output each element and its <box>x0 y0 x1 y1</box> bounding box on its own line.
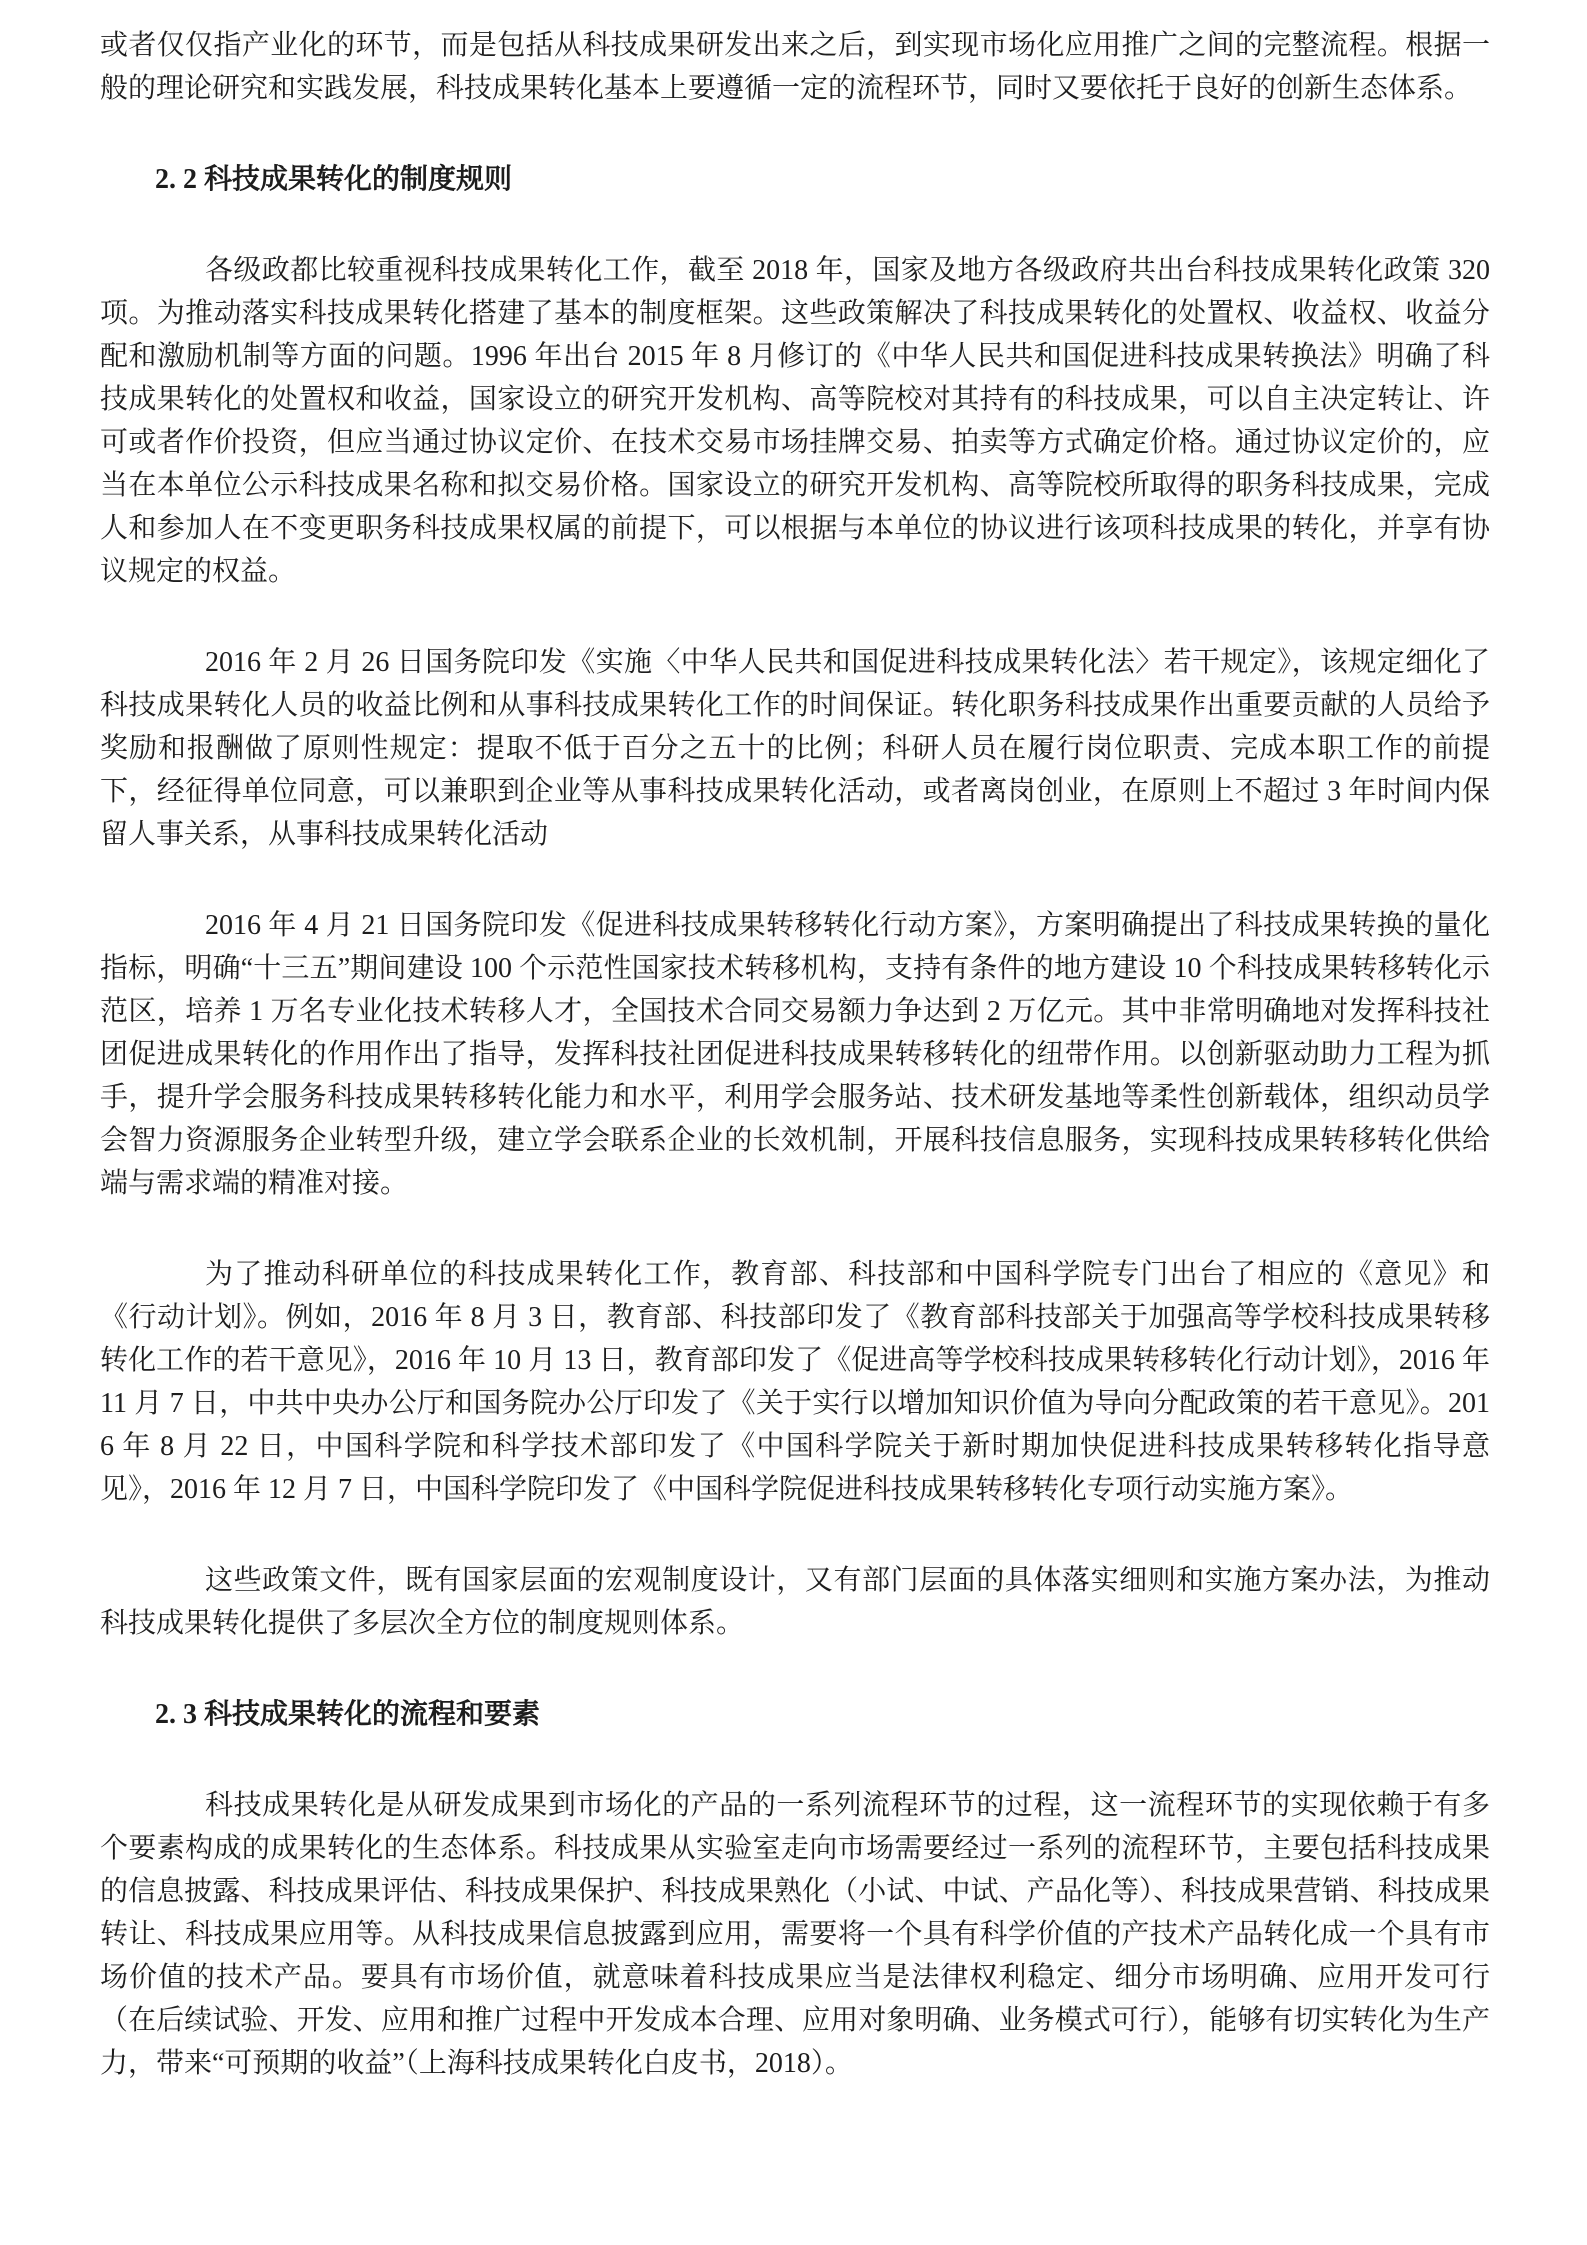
ministry-documents-paragraph: 为了推动科研单位的科技成果转化工作，教育部、科技部和中国科学院专门出台了相应的《意见》和《行动计划》。例如，2016 年 8 月 3 日，教育部、科技部印发了《教育部科技部关于加强高等学校科技成果转移转化工作的若干意见》，2016 年 10 月 13 日，教育部印发了《促进高等学校科技成果转移转化行动计划》，2016 年 11 月 7 日，中共中央办公厅和国务院办公厅印发了《关于实行以增加知识价值为导向分配政策的若干意见》。2016 年 8 月 22 日，中国科学院和科学技术部印发了《中国科学院关于新时期加快促进科技成果转移转化指导意见》，2016 年 12 月 7 日，中国科学院印发了《中国科学院促进科技成果转移转化专项行动实施方案》。 <box>100 1259 1490 1505</box>
action-plan-2016-04-paragraph: 2016 年 4 月 21 日国务院印发《促进科技成果转移转化行动方案》，方案明确提出了科技成果转换的量化指标，明确“十三五”期间建设 100 个示范性国家技术转移机构，支持有条件的地方建设 10 个科技成果转移转化示范区，培养 1 万名专业化技术转移人才，全国技术合同交易额力争达到 2 万亿元。其中非常明确地对发挥科技社团促进成果转化的作用作出了指导，发挥科技社团促进科技成果转移转化的纽带作用。以创新驱动助力工程为抓手，提升学会服务科技成果转移转化能力和水平，利用学会服务站、技术研发基地等柔性创新载体，组织动员学会智力资源服务企业转型升级，建立学会联系企业的长效机制，开展科技信息服务，实现科技成果转移转化供给端与需求端的精准对接。 <box>100 910 1490 1199</box>
section-2-2-heading: 2. 2 科技成果转化的制度规则 <box>155 164 513 195</box>
section-2-3-heading: 2. 3 科技成果转化的流程和要素 <box>155 1699 541 1730</box>
policy-overview-paragraph: 各级政都比较重视科技成果转化工作，截至 2018 年，国家及地方各级政府共出台科技成果转化政策 320 项。为推动落实科技成果转化搭建了基本的制度框架。这些政策解决了科技成果转化的处置权、收益权、收益分配和激励机制等方面的问题。1996 年出台 2015 年 8 月修订的《中华人民共和国促进科技成果转换法》明确了科技成果转化的处置权和收益，国家设立的研究开发机构、高等院校对其持有的科技成果，可以自主决定转让、许可或者作价投资，但应当通过协议定价、在技术交易市场挂牌交易、拍卖等方式确定价格。通过协议定价的，应当在本单位公示科技成果名称和拟交易价格。国家设立的研究开发机构、高等院校所取得的职务科技成果，完成人和参加人在不变更职务科技成果权属的前提下，可以根据与本单位的协议进行该项科技成果的转化，并享有协议规定的权益。 <box>100 255 1490 587</box>
regulation-2016-02-paragraph: 2016 年 2 月 26 日国务院印发《实施〈中华人民共和国促进科技成果转化法〉若干规定》，该规定细化了科技成果转化人员的收益比例和从事科技成果转化工作的时间保证。转化职务科技成果作出重要贡献的人员给予奖励和报酬做了原则性规定：提取不低于百分之五十的比例；科研人员在履行岗位职责、完成本职工作的前提下，经征得单位同意，可以兼职到企业等从事科技成果转化活动，或者离岗创业，在原则上不超过 3 年时间内保留人事关系，从事科技成果转化活动 <box>100 647 1490 850</box>
policy-system-summary-paragraph: 这些政策文件，既有国家层面的宏观制度设计，又有部门层面的具体落实细则和实施方案办法，为推动科技成果转化提供了多层次全方位的制度规则体系。 <box>100 1565 1490 1639</box>
process-elements-paragraph: 科技成果转化是从研发成果到市场化的产品的一系列流程环节的过程，这一流程环节的实现依赖于有多个要素构成的成果转化的生态体系。科技成果从实验室走向市场需要经过一系列的流程环节，主要包括科技成果的信息披露、科技成果评估、科技成果保护、科技成果熟化（小试、中试、产品化等）、科技成果营销、科技成果转让、科技成果应用等。从科技成果信息披露到应用，需要将一个具有科学价值的产技术产品转化成一个具有市场价值的技术产品。要具有市场价值，就意味着科技成果应当是法律权利稳定、细分市场明确、应用开发可行（在后续试验、开发、应用和推广过程中开发成本合理、应用对象明确、业务模式可行），能够有切实转化为生产力，带来“可预期的收益”（上海科技成果转化白皮书，2018）。 <box>100 1790 1490 2079</box>
continued-intro-paragraph: 或者仅仅指产业化的环节，而是包括从科技成果研发出来之后，到实现市场化应用推广之间的完整流程。根据一般的理论研究和实践发展，科技成果转化基本上要遵循一定的流程环节，同时又要依托于良好的创新生态体系。 <box>100 30 1490 104</box>
